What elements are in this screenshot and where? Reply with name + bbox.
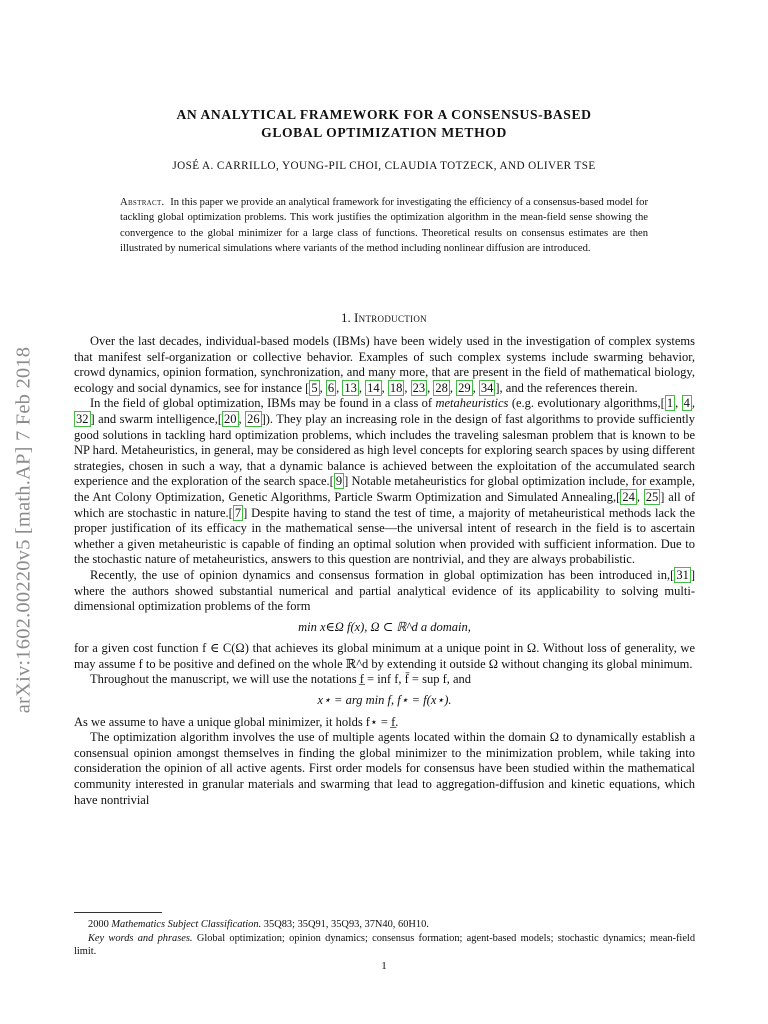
- abstract-text: In this paper we provide an analytical framework for investigating the efficiency of a consensus-based model for tackling global optimization problems. This work justifies the optimization algorithm in the mean-field sense showing the convergence to the global minimizer for a large class of functions. Theoretical results on consensus estimates are then illustrated by numerical simulations where variants of the method including nonlinear diffusion are introduced.: [120, 197, 648, 255]
- keywords-label: Key words and phrases.: [88, 932, 193, 944]
- citation-link[interactable]: 13: [344, 380, 357, 395]
- citation-link[interactable]: 4: [683, 396, 690, 411]
- page-number: 1: [381, 960, 387, 972]
- citation-link[interactable]: 28: [435, 380, 448, 395]
- footnotes: [74, 918, 695, 959]
- citation-link[interactable]: 20: [224, 411, 237, 426]
- equation-argmin: x⋆ = arg min f, f⋆ = f(x⋆).: [317, 693, 452, 708]
- citation-link[interactable]: 34: [480, 380, 494, 395]
- p3-text-b: where the authors showed substantial numerical and partial analytical evidence of its applicability to solving multi-dimensional optimization problems of the form: [74, 583, 695, 614]
- footnote-rule: [74, 912, 162, 913]
- equation-minimization: min x∈Ω f(x), Ω ⊂ ℝ^d a domain,: [298, 619, 471, 634]
- p2-text-f: all of which are stochastic in nature.: [74, 489, 695, 520]
- abstract: [120, 195, 648, 257]
- msc-label: Mathematics Subject Classification.: [111, 919, 262, 930]
- section-number: 1.: [341, 310, 351, 325]
- citation-link[interactable]: 5: [311, 380, 318, 395]
- p1-text-b: , and the references therein.: [499, 380, 638, 395]
- p2-text-d: ). They play an increasing role in the design of fast algorithms to provide sufficiently good solutions in tackling hard optimization problems, which includes the traveling salesman problem that is known to be NP hard. Metaheuristics, in general, may be considered as high level concepts for exploring search spaces by using different strategies, chosen in such a way, that a dynamic balance is achieved between the exploitation of the accumulated search experience and the exploration of the search space.: [74, 411, 696, 489]
- paragraph-4: for a given cost function f ∈ C(Ω) that achieves its global minimum at a unique point in Ω. Without loss of generality, we may assume f to be positive and defined on the whole ℝ^d by extending it outside Ω without changing its global minimum.: [74, 641, 695, 671]
- citation-link[interactable]: 18: [389, 380, 403, 395]
- citation-link[interactable]: 9: [335, 474, 343, 489]
- author-list: JOSÉ A. CARRILLO, YOUNG-PIL CHOI, CLAUDIA TOTZECK, AND OLIVER TSE: [172, 160, 596, 172]
- citation-link[interactable]: 6: [327, 380, 335, 395]
- citation-link[interactable]: 1: [666, 396, 674, 411]
- paragraph-3: Recently, the use of opinion dynamics and consensus formation in global optimization has been introduced in,[ 31 ] where the authors showed substantial numerical and partial analytical evidence of its applicability to solving multi-dimensional optimization problems of the form: [74, 567, 695, 614]
- p1-text-a: Over the last decades, individual-based models (IBMs) have been widely used in the investigation of complex systems that manifest self-organization or collective behavior. Examples of such complex systems include swarming behavior, crowd dynamics, opinion formation, synchronization, and many more, that are present in the field of mathematical biology, ecology and social dynamics, see for instance: [74, 334, 695, 395]
- msc-year: 2000: [88, 919, 109, 930]
- p2-text-g: Despite having to stand the test of time, a majority of metaheuristical methods lack the proper justification of its efficacy in the mathematical sense—the universal intent of research in the field is to ascertain whether a given metaheuristic is capable of finding an optimal solution when provided with sufficient information. Due to the stochastic nature of metaheuristics, answers to this question are nontrivial, and they are always probabilistic.: [74, 505, 695, 567]
- title-line-1: AN ANALYTICAL FRAMEWORK FOR A CONSENSUS-BASED: [176, 107, 592, 122]
- paragraph-5: Throughout the manuscript, we will use the notations f̲ = inf f, f̄ = sup f, and: [90, 672, 472, 687]
- keywords-text: Global optimization; opinion dynamics; consensus formation; agent-based models; stochastic dynamics; mean-field limit.: [74, 932, 696, 958]
- citation-link[interactable]: 7: [234, 505, 242, 520]
- citation-link[interactable]: 32: [76, 411, 89, 426]
- section-heading: [74, 310, 694, 326]
- msc-codes: 35Q83; 35Q91, 35Q93, 37N40, 60H10.: [263, 919, 429, 930]
- abstract-label: Abstract.: [120, 197, 165, 208]
- arxiv-stamp[interactable]: arXiv:1602.00220v5 [math.AP] 7 Feb 2018: [12, 346, 35, 714]
- citation-link[interactable]: 14: [367, 380, 380, 395]
- paragraph-2: In the field of global optimization, IBMs may be found in a class of metaheuristics (e.g. evolutionary algorithms,[ 1 , 4 , 32 ] and swarm intelligence,[ 20 , 26 ]). They play an increasing role in the design of fast algorithms to provide sufficiently good solutions in tackling hard optimization problems, which includes the traveling salesman problem that is known to be NP hard. Metaheuristics, in general, may be considered as high level concepts for exploring search spaces by using different strategies, chosen in such a way, that a dynamic balance is achieved between the exploitation of the accumulated search experience and the exploration of the search space.[ 9 ] Notable metaheuristics for global optimization include, for example, the Ant Colony Optimization, Genetic Algorithms, Particle Swarm Optimization and Simulated Annealing,[ 24 , 25 ] all of which are stochastic in nature.[ 7 ] Despite having to stand the test of time, a majority of metaheuristical methods lack the proper justification of its efficacy in the mathematical sense—the universal intent of research in the field is to ascertain whether a given metaheuristic is capable of finding an optimal solution when provided with sufficient information. Due to the stochastic nature of metaheuristics, answers to this question are nontrivial, and they are always probabilistic.: [74, 396, 696, 567]
- footnote-msc: [74, 918, 695, 932]
- citation-link[interactable]: 24: [622, 489, 635, 504]
- p3-text-a: Recently, the use of opinion dynamics and consensus formation in global optimization has been introduced in,: [90, 567, 671, 582]
- footnote-keywords: [74, 932, 695, 959]
- citation-link[interactable]: 29: [458, 380, 471, 395]
- paper-title: [100, 106, 668, 142]
- p2-emphasis: metaheuristics: [435, 396, 509, 411]
- paragraph-1: Over the last decades, individual-based models (IBMs) have been widely used in the investigation of complex systems that manifest self-organization or collective behavior. Examples of such complex systems include swarming behavior, crowd dynamics, opinion formation, synchronization, and many more, that are present in the field of mathematical biology, ecology and social dynamics, see for instance [ 5 , 6 , 13 , 14 , 18 , 23 , 28 , 29 , 34 ], and the references therein.: [74, 334, 695, 395]
- p2-text-b: (e.g. evolutionary algorithms,: [508, 396, 661, 411]
- arxiv-stamp-container: [4, 310, 44, 750]
- citation-link[interactable]: 25: [645, 489, 659, 504]
- title-line-2: GLOBAL OPTIMIZATION METHOD: [261, 125, 507, 140]
- p2-text-c: and swarm intelligence,: [94, 411, 218, 426]
- p2-text-a: In the field of global optimization, IBMs may be found in a class of: [90, 396, 436, 411]
- section-title: Introduction: [354, 310, 427, 325]
- citation-link[interactable]: 26: [247, 411, 260, 426]
- citation-link[interactable]: 31: [676, 567, 689, 582]
- paragraph-6: As we assume to have a unique global minimizer, it holds f⋆ = f̲.: [74, 714, 399, 729]
- body-text: [74, 334, 695, 808]
- p2-text-e: Notable metaheuristics for global optimization include, for example, the Ant Colony Optimization, Genetic Algorithms, Particle Swarm Optimization and Simulated Annealing,: [74, 474, 695, 504]
- paragraph-7: The optimization algorithm involves the use of multiple agents located within the domain Ω to dynamically establish a consensual opinion amongst themselves in finding the global minimizer to the minimization problem, while taking into consideration the opinion of all active agents. First order models for consensus have been studied within the mathematical community interested in granular materials and swarming that lead to aggregation-diffusion and kinetic equations, which have nontrivial: [74, 730, 695, 807]
- citation-link[interactable]: 23: [412, 380, 426, 395]
